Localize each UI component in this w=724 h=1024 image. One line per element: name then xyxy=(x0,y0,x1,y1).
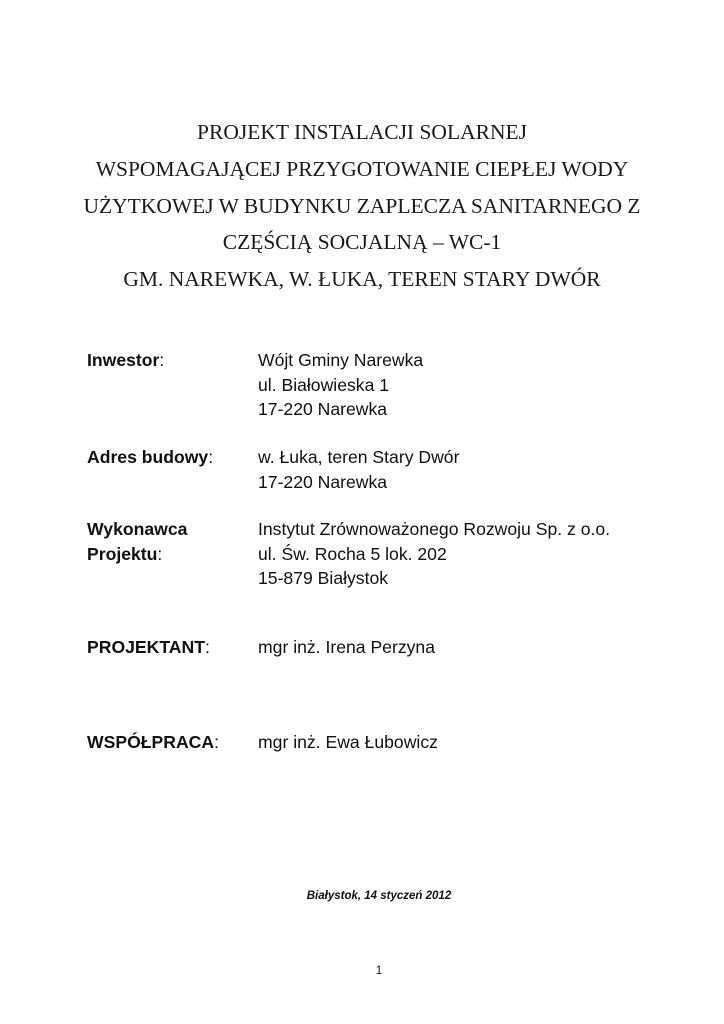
projektant-label: PROJEKTANT: xyxy=(87,637,210,657)
inwestor-line: Wójt Gminy Narewka xyxy=(258,350,424,370)
wykonawca-line: 15-879 Białystok xyxy=(258,568,389,589)
inwestor-label: Inwestor: xyxy=(87,350,165,370)
title-line: GM. NAREWKA, W. ŁUKA, TEREN STARY DWÓR xyxy=(123,267,601,292)
wspolpraca-label: WSPÓŁPRACA: xyxy=(87,732,219,752)
document-title xyxy=(40,114,684,298)
adres-budowy-label: Adres budowy: xyxy=(87,447,214,467)
document-date: Białystok, 14 styczeń 2012 xyxy=(306,890,452,902)
inwestor-line: 17-220 Narewka xyxy=(258,399,388,420)
page-number: 1 xyxy=(375,965,383,977)
title-line: UŻYTKOWEJ W BUDYNKU ZAPLECZA SANITARNEGO Z xyxy=(83,193,641,218)
inwestor-value xyxy=(258,348,688,422)
wykonawca-value xyxy=(258,517,688,591)
wykonawca-line: ul. Św. Rocha 5 lok. 202 xyxy=(258,543,447,564)
wspolpraca-value: mgr inż. Ewa Łubowicz xyxy=(258,732,438,752)
adres-budowy-line: 17-220 Narewka xyxy=(258,471,388,492)
inwestor-line: ul. Białowieska 1 xyxy=(258,374,390,395)
adres-budowy-line: w. Łuka, teren Stary Dwór xyxy=(258,447,460,467)
title-line: CZĘŚCIĄ SOCJALNĄ – WC-1 xyxy=(222,230,502,255)
projektant-value: mgr inż. Irena Perzyna xyxy=(258,637,435,657)
adres-budowy-value xyxy=(258,445,688,494)
title-line: WSPOMAGAJĄCEJ PRZYGOTOWANIE CIEPŁEJ WODY xyxy=(95,156,629,181)
wykonawca-line: Instytut Zrównoważonego Rozwoju Sp. z o.o. xyxy=(258,519,611,539)
wykonawca-label: Wykonawca Projektu: xyxy=(87,519,188,564)
title-line: PROJEKT INSTALACJI SOLARNEJ xyxy=(197,120,527,144)
